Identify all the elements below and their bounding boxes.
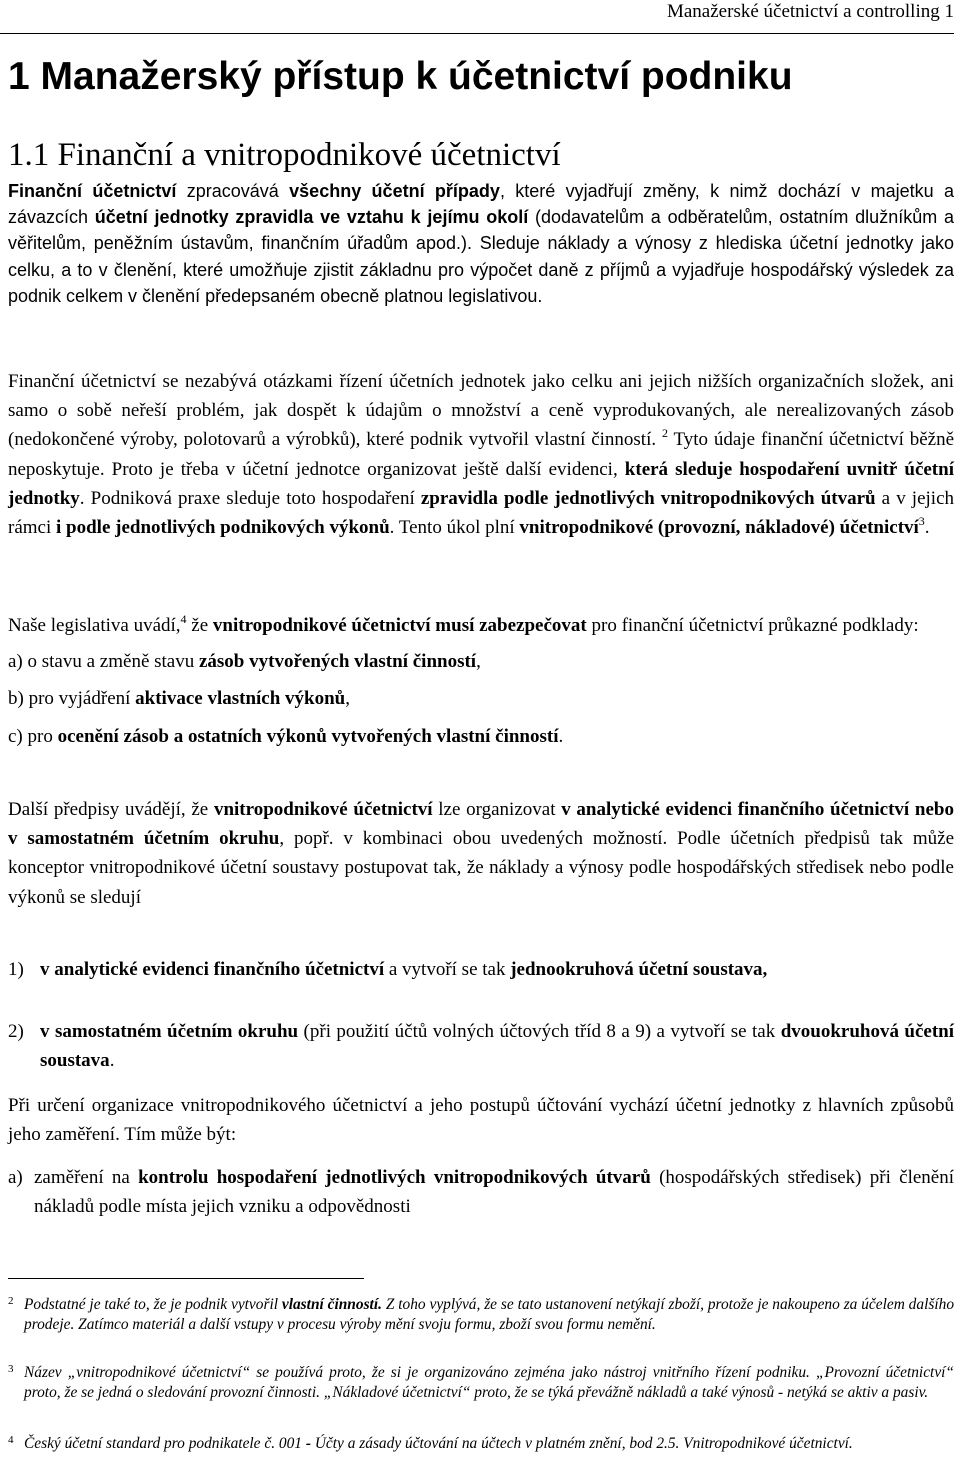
text-run: Finanční účetnictví se nezabývá otázkami řízení účetních jednotek jako celku ani jejich nižších organizačních složek, ani samo o sobě neřeší problém, jak dospět k údajům o množství a ceně vyprodukovaných, ale nerealizovaných zásob (nedokončené výroby, polotovarů a výrobků), které podnik vytvořil vlastní činností. [8, 371, 954, 451]
paragraph-internal-accounting [8, 367, 954, 542]
text-run: a v jejich rámci [8, 487, 955, 539]
chapter-title: 1 Manažerský přístup k účetnictví podniku [8, 55, 793, 98]
bold-term: v samostatném účetním okruhu [40, 1021, 299, 1042]
text-run: Účty a zásady účtování na účtech v platném znění, bod 2.5. Vnitropodnikové účetnictví. [310, 1435, 853, 1452]
bold-term: - [305, 1435, 311, 1452]
text-run: zpracovává [176, 181, 290, 201]
paragraph-organization: Při určení organizace vnitropodnikového účetnictví a jeho postupů účtování vychází účetní jednotky z hlavních způsobů jeho zaměření. Tím může být: [8, 1095, 954, 1146]
bold-term: vlastní činností. [281, 1296, 382, 1313]
text-run: Tyto údaje finanční účetnictví běžně neposkytuje. Proto je třeba v účetní jednotce organizovat ještě další evidenci, [8, 429, 954, 480]
bold-term: vnitropodnikové účetnictví musí zabezpečovat [212, 615, 587, 636]
bold-term: v analytické evidenci finančního účetnictví nebo v samostatném účetním okruhu [8, 799, 954, 850]
bold-term: kontrolu hospodaření jednotlivých vnitropodnikových útvarů [138, 1167, 651, 1188]
text-run: Podstatné je také to, že je podnik vytvořil [24, 1296, 282, 1313]
paragraph-financial-accounting [8, 178, 954, 309]
footnote-mark: 3 [8, 1363, 14, 1375]
item-number: 2) [8, 1021, 24, 1042]
text-run: Český účetní standard pro podnikatele č. 001 [24, 1435, 306, 1452]
text-run: pro finanční účetnictví průkazné podklady: [586, 615, 919, 636]
footnote-reference: 4 [180, 612, 187, 626]
text-run: , popř. v kombinaci obou uvedených možností. Podle účetních předpisů tak může konceptor vnitropodnikové účetní soustavy postupovat tak, že náklady a výnosy podle hospodářských středisek nebo podle výkonů se sledují [8, 828, 954, 908]
bold-term: aktivace vlastních výkonů [135, 688, 346, 710]
bold-term: Finanční účetnictví [8, 181, 177, 201]
text-run: (při použití účtů volných účtových tříd 8 a 9) a vytvoří se tak [298, 1021, 781, 1042]
text-run: , které vyjadřují změny, k nimž dochází v majetku a závazcích [8, 181, 954, 228]
numbered-item-1 [8, 955, 954, 984]
paragraph-other-regulations [8, 795, 954, 912]
text-run: a vytvoří se tak [384, 959, 511, 980]
footnote-mark: 4 [8, 1434, 14, 1446]
text-run: . [924, 517, 930, 539]
item-number: 1) [8, 959, 24, 980]
bold-term: zpravidla podle jednotlivých vnitropodnikových útvarů [420, 487, 876, 509]
paragraph-legislation [8, 611, 954, 751]
text-run: (hospodářských středisek) při členění nákladů podle místa jejich vzniku a odpovědnosti [34, 1167, 954, 1218]
footnote-text [24, 1434, 954, 1454]
lettered-item-a [8, 1163, 954, 1221]
text-run: že [186, 615, 213, 636]
item-text [40, 1017, 954, 1075]
footnote-2 [8, 1295, 954, 1335]
numbered-item-2 [8, 1017, 954, 1075]
footnote-reference: 3 [918, 514, 925, 529]
item-letter: a) [8, 1167, 23, 1188]
footnote-text [24, 1295, 954, 1335]
text-run: Další předpisy uvádějí, že [8, 799, 214, 820]
text-run: a) o stavu a změně stavu [8, 651, 199, 673]
running-title: Manažerské účetnictví a controlling 1 [666, 1, 954, 22]
list-item-c [8, 722, 954, 751]
text-run: , [345, 688, 350, 710]
bold-term: která sleduje hospodaření uvnitř účetní jednotky [8, 458, 954, 509]
text-run: Naše legislativa uvádí, [8, 615, 181, 636]
legislation-intro [8, 611, 954, 640]
text-run: . Tento úkol plní [389, 517, 520, 539]
list-item-b [8, 684, 954, 713]
bold-term: vnitropodnikové (provozní, nákladové) účetnictví [519, 517, 919, 539]
text-run: zaměření na [34, 1167, 139, 1188]
text-run: , [476, 651, 481, 673]
footnote-4 [8, 1434, 954, 1454]
bold-term: dvouokruhová účetní soustava [40, 1021, 955, 1072]
footnote-mark: 2 [8, 1295, 14, 1307]
item-text [34, 1163, 954, 1221]
footnote-separator [8, 1278, 364, 1279]
text-run: lze organizovat [432, 799, 562, 820]
item-text [40, 955, 954, 984]
footnote-3 [8, 1363, 954, 1403]
bold-term: ocenění zásob a ostatních výkonů vytvořených vlastní činností [57, 725, 559, 747]
text-run: . [558, 725, 564, 747]
text-run: b) pro vyjádření [8, 688, 136, 710]
bold-term: v analytické evidenci finančního účetnictví [40, 959, 385, 980]
footnote-reference: 2 [661, 426, 668, 441]
text-run: . [109, 1050, 115, 1072]
bold-term: všechny účetní případy [289, 181, 500, 201]
bold-term: účetní jednotky zpravidla ve vztahu k jejímu okolí [94, 207, 529, 228]
bold-term: vnitropodnikové účetnictví [213, 799, 433, 820]
bold-term: zásob vytvořených vlastní činností [198, 651, 477, 673]
text-run: Z toho vyplývá, že se tato ustanovení netýkají zboží, protože je nakoupeno za účelem dalšího prodeje. Zatímco materiál a další vstupy v procesu výroby mění svoju formu, zboží svou formu nemění. [24, 1296, 955, 1333]
footnote-text: Název „vnitropodnikové účetnictví“ se používá proto, že si je organizováno zejména jako nástroj vnitřního řízení podniku. „Provozní účetnictví“ proto, že se jedná o sledování provozní činnosti. „Nákladové účetnictví“ proto, že se týká převážně nákladů a také výnosů - netýká se aktiv a pasiv. [24, 1364, 954, 1401]
bold-term: i podle jednotlivých podnikových výkonů [56, 517, 390, 539]
section-title: 1.1 Finanční a vnitropodnikové účetnictví [8, 137, 561, 173]
bold-term: jednookruhová účetní soustava, [510, 959, 768, 980]
running-header [0, 0, 954, 34]
text-run: (dodavatelům a odběratelům, ostatním dlužníkům a věřitelům, peněžním ústavům, finančním úřadům apod.). Sleduje náklady a výnosy z hlediska účetní jednotky jako celku, a to v členění, které umožňuje zjistit základnu pro výpočet daně z příjmů a vyjadřuje hospodářský výsledek za podnik celkem v členění předepsaném obecně platnou legislativou. [8, 207, 954, 306]
text-run: . Podniková praxe sleduje toto hospodaření [79, 487, 421, 509]
list-item-a [8, 647, 954, 676]
text-run: c) pro [8, 725, 58, 747]
